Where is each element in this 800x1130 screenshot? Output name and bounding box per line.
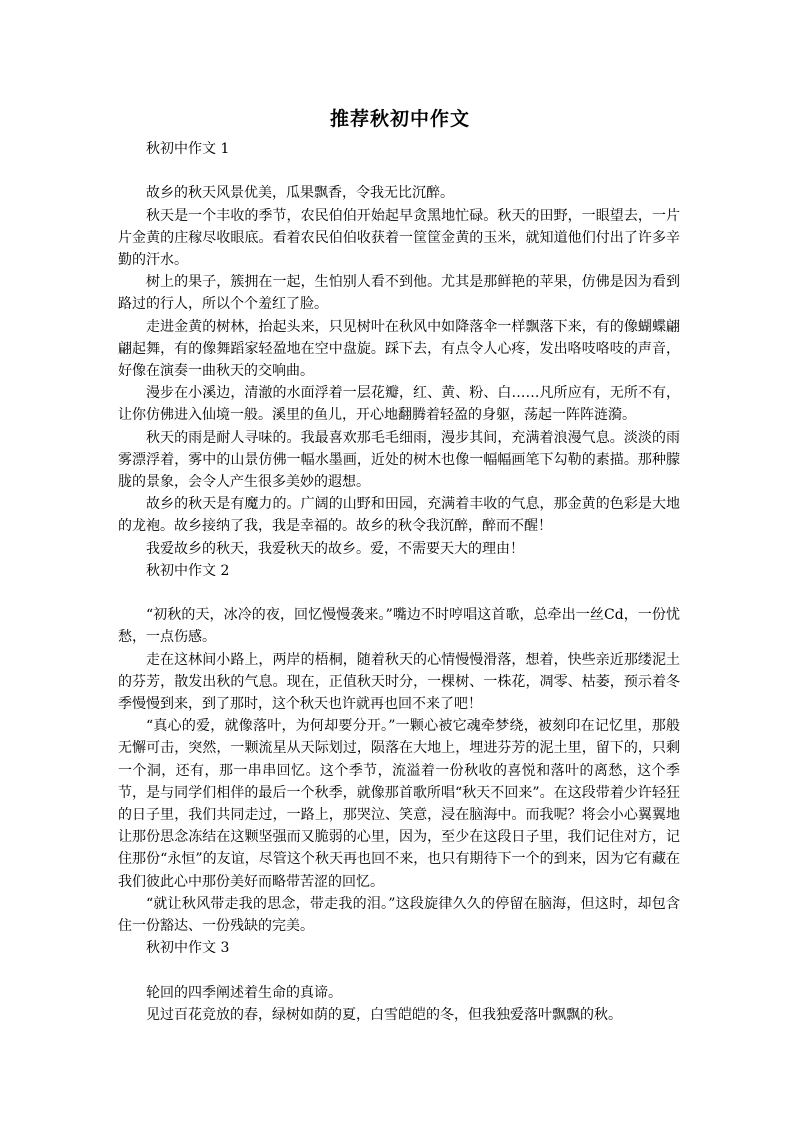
paragraph: 秋天是一个丰收的季节，农民伯伯开始起早贪黑地忙碌。秋天的田野，一眼望去，一片片金黄的庄稼尽收眼底。看着农民伯伯收获着一筐筐金黄的玉米，就知道他们付出了许多辛勤的汗水。 [118, 207, 680, 268]
blank-line [118, 959, 680, 981]
paragraph: “就让秋风带走我的思念，带走我的泪。”这段旋律久久的停留在脑海，但这时，却包含住一份豁达、一份残缺的完美。 [118, 895, 680, 935]
paragraph: 走进金黄的树林，抬起头来，只见树叶在秋风中如降落伞一样飘落下来，有的像蝴蝶翩翩起舞，有的像舞蹈家轻盈地在空中盘旋。踩下去，有点令人心疼，发出咯吱咯吱的声音，好像在演奏一曲秋天的交响曲。 [118, 318, 680, 380]
paragraph: 树上的果子，簇拥在一起，生怕别人看不到他。尤其是那鲜艳的苹果，仿佛是因为看到路过的行人，所以个个羞红了脸。 [118, 274, 680, 313]
paragraph: 故乡的秋天风景优美，瓜果飘香，令我无比沉醉。 [146, 185, 454, 202]
paragraph: 见过百花竞放的春，绿树如荫的夏，白雪皑皑的冬，但我独爱落叶飘飘的秋。 [146, 1006, 622, 1023]
document-title: 推荐秋初中作文 [329, 108, 470, 130]
paragraph: 轮回的四季阐述着生命的真谛。 [146, 984, 342, 1001]
paragraph: 漫步在小溪边，清澈的水面浮着一层花瓣，红、黄、粉、白……凡所应有，无所不有，让你仿佛进入仙境一般。溪里的鱼儿，开心地翻腾着轻盈的身躯，荡起一阵阵涟漪。 [118, 385, 680, 424]
paragraph: 故乡的秋天是有魔力的。广阔的山野和田园，充满着丰收的气息，那金黄的色彩是大地的龙袍。故乡接纳了我，我是幸福的。故乡的秋令我沉醉，醉而不醒！ [118, 496, 680, 535]
paragraph: 秋天的雨是耐人寻味的。我最喜欢那毛毛细雨，漫步其间，充满着浪漫气息。淡淡的雨雾漂浮着，雾中的山景仿佛一幅水墨画，近处的树木也像一幅幅画笔下勾勒的素描。那种朦胧的景象，会令人产生很多美妙的遐想。 [118, 429, 680, 491]
section-heading: 秋初中作文 1 [146, 141, 230, 157]
paragraph: “真心的爱，就像落叶，为何却要分开。”一颗心被它魂牵梦绕，被刻印在记忆里，那般无懈可击，突然，一颗流星从天际划过，陨落在大地上，埋进芬芳的泥土里，留下的，只剩一个洞，还有，那一串串回忆。这个季节，流溢着一份秋收的喜悦和落叶的离愁，这个季节，是与同学们相伴的最后一个秋季，就像那首歌所唱“秋天不回来”。在这段带着少许轻狂的日子里，我们共同走过，一路上，那哭泣、笑意，浸在脑海中。而我呢？将会小心翼翼地让那份思念冻结在这颗坚强而又脆弱的心里，因为，至少在这段日子里，我们记住对方，记住那份“永恒”的友谊，尽管这个秋天再也回不来，也只有期待下一个的到来，因为它有藏在我们彼此心中那份美好而略带苦涩的回忆。 [118, 718, 680, 890]
blank-line [118, 582, 680, 604]
paragraph: 我爱故乡的秋天，我爱秋天的故乡。爱，不需要天大的理由！ [146, 540, 524, 557]
section-heading: 秋初中作文 2 [146, 562, 230, 579]
paragraph: 走在这林间小路上，两岸的梧桐，随着秋天的心情慢慢滑落，想着，快些亲近那缕泥土的芬芳，散发出秋的气息。现在，正值秋天时分，一棵树、一株花，凋零、枯萎，预示着冬季慢慢到来，到了那时，这个秋天也许就再也回不来了吧！ [118, 651, 680, 713]
section-heading: 秋初中作文 3 [146, 940, 230, 957]
paragraph: “初秋的天，冰冷的夜，回忆慢慢袭来。”嘴边不时哼唱这首歌，总牵出一丝Cd，一份忧愁，一点伤感。 [118, 607, 680, 646]
document-body [118, 138, 680, 1026]
blank-line [118, 160, 680, 182]
